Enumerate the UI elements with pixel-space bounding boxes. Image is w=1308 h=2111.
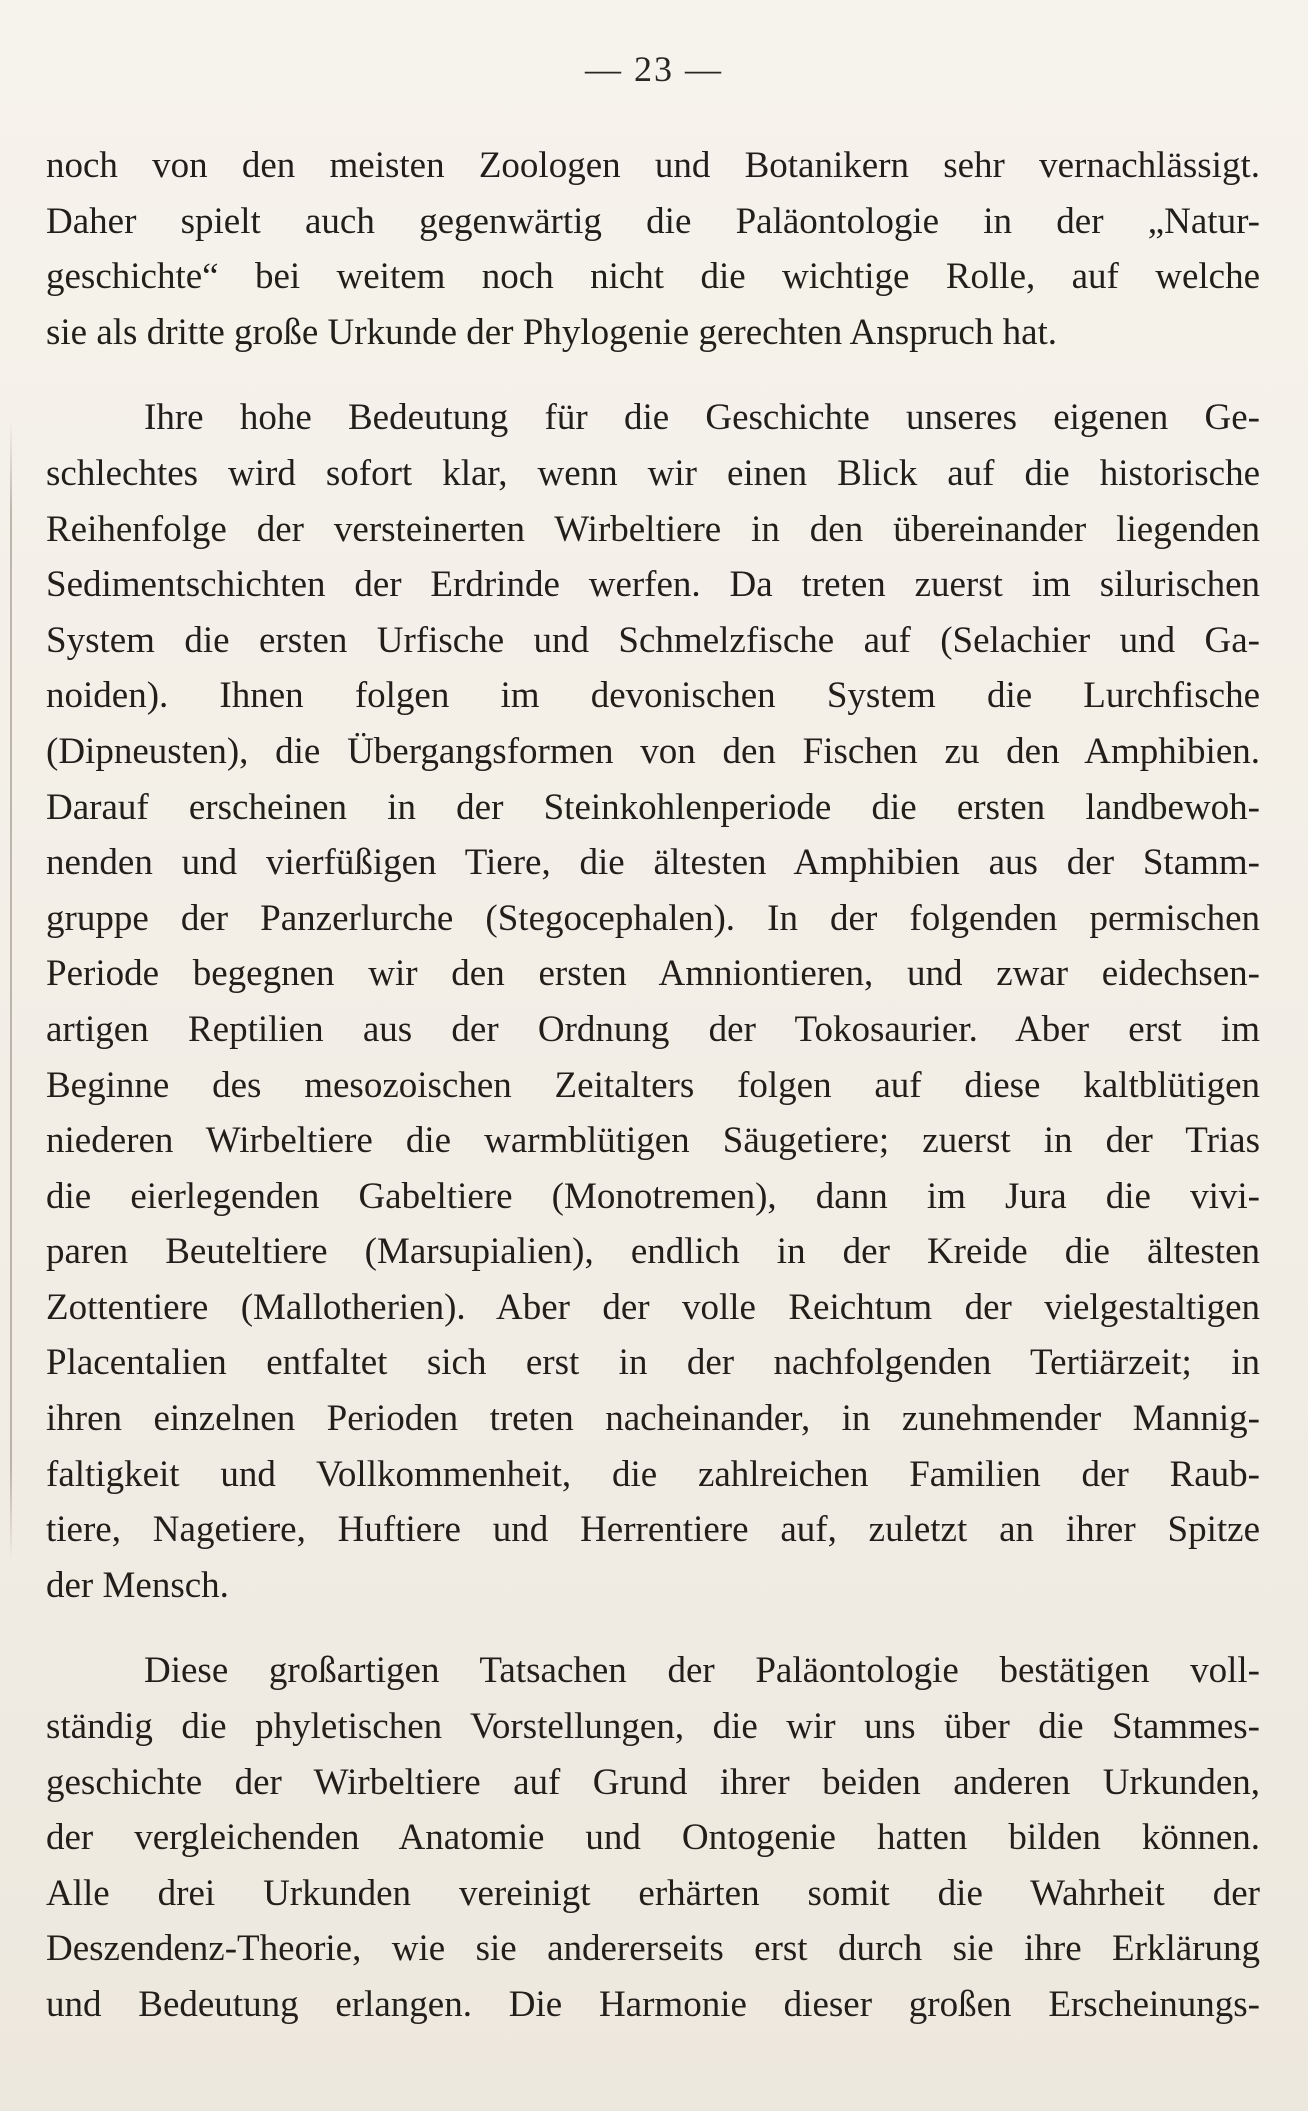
paragraph-1 bbox=[46, 138, 1260, 360]
text-line: Daher spielt auch gegenwärtig die Paläontologie in der „Natur- bbox=[46, 200, 1260, 242]
text-line: Zottentiere (Mallotherien). Aber der volle Reichtum der vielgestaltigen bbox=[46, 1286, 1260, 1328]
text-line: ständig die phyletischen Vorstellungen, die wir uns über die Stammes- bbox=[46, 1706, 1260, 1748]
text-line: tiere, Nagetiere, Huftiere und Herrentiere auf, zuletzt an ihrer Spitze bbox=[46, 1509, 1260, 1551]
text-line: gruppe der Panzerlurche (Stegocephalen). In der folgenden permischen bbox=[46, 897, 1260, 939]
body-text bbox=[46, 138, 1260, 2063]
text-line: Periode begegnen wir den ersten Amniontieren, und zwar eidechsen- bbox=[46, 953, 1260, 995]
text-line: paren Beuteltiere (Marsupialien), endlich in der Kreide die ältesten bbox=[46, 1231, 1260, 1273]
text-line: (Dipneusten), die Übergangsformen von den Fischen zu den Amphibien. bbox=[46, 730, 1260, 772]
text-line: noch von den meisten Zoologen und Botanikern sehr vernachlässigt. bbox=[46, 145, 1260, 186]
text-line: geschichte der Wirbeltiere auf Grund ihrer beiden anderen Urkunden, bbox=[46, 1761, 1260, 1803]
text-line: nenden und vierfüßigen Tiere, die ältesten Amphibien aus der Stamm- bbox=[46, 842, 1260, 884]
text-line: Darauf erscheinen in der Steinkohlenperiode die ersten landbewoh- bbox=[46, 786, 1260, 828]
text-line: schlechtes wird sofort klar, wenn wir einen Blick auf die historische bbox=[46, 452, 1260, 494]
text-line: Sedimentschichten der Erdrinde werfen. Da treten zuerst im silurischen bbox=[46, 564, 1260, 606]
text-line: die eierlegenden Gabeltiere (Monotremen), dann im Jura die vivi- bbox=[46, 1175, 1260, 1217]
text-line: Placentalien entfaltet sich erst in der nachfolgenden Tertiärzeit; in bbox=[46, 1342, 1260, 1384]
text-line: System die ersten Urfische und Schmelzfische auf (Selachier und Ga- bbox=[46, 619, 1260, 661]
text-line: und Bedeutung erlangen. Die Harmonie dieser großen Erscheinungs- bbox=[46, 1984, 1260, 2025]
paragraph-2 bbox=[46, 390, 1260, 1613]
text-line: Diese großartigen Tatsachen der Paläontologie bestätigen voll- bbox=[144, 1650, 1260, 1692]
page-number: — 23 — bbox=[585, 49, 723, 89]
text-line: der vergleichenden Anatomie und Ontogenie hatten bilden können. bbox=[46, 1817, 1260, 1859]
text-line: Deszendenz-Theorie, wie sie andererseits erst durch sie ihre Erklärung bbox=[46, 1928, 1260, 1970]
text-line: geschichte“ bei weitem noch nicht die wichtige Rolle, auf welche bbox=[46, 256, 1260, 298]
text-line: faltigkeit und Vollkommenheit, die zahlreichen Familien der Raub- bbox=[46, 1453, 1260, 1495]
text-line: Alle drei Urkunden vereinigt erhärten somit die Wahrheit der bbox=[46, 1872, 1260, 1914]
text-line: Beginne des mesozoischen Zeitalters folgen auf diese kaltblütigen bbox=[46, 1064, 1260, 1106]
text-line: der Mensch. bbox=[46, 1564, 229, 1606]
text-line: Reihenfolge der versteinerten Wirbeltiere in den übereinander liegenden bbox=[46, 508, 1260, 550]
text-line: ihren einzelnen Perioden treten nacheinander, in zunehmender Mannig- bbox=[46, 1398, 1260, 1440]
margin-pencil-line bbox=[10, 420, 12, 1560]
text-line: niederen Wirbeltiere die warmblütigen Säugetiere; zuerst in der Trias bbox=[46, 1120, 1260, 1162]
paragraph-3 bbox=[46, 1643, 1260, 2032]
text-line: noiden). Ihnen folgen im devonischen System die Lurchfische bbox=[46, 675, 1260, 717]
text-line: artigen Reptilien aus der Ordnung der Tokosaurier. Aber erst im bbox=[46, 1008, 1260, 1050]
text-line: sie als dritte große Urkunde der Phylogenie gerechten Anspruch hat. bbox=[46, 311, 1058, 353]
text-line: Ihre hohe Bedeutung für die Geschichte unseres eigenen Ge- bbox=[144, 397, 1260, 439]
